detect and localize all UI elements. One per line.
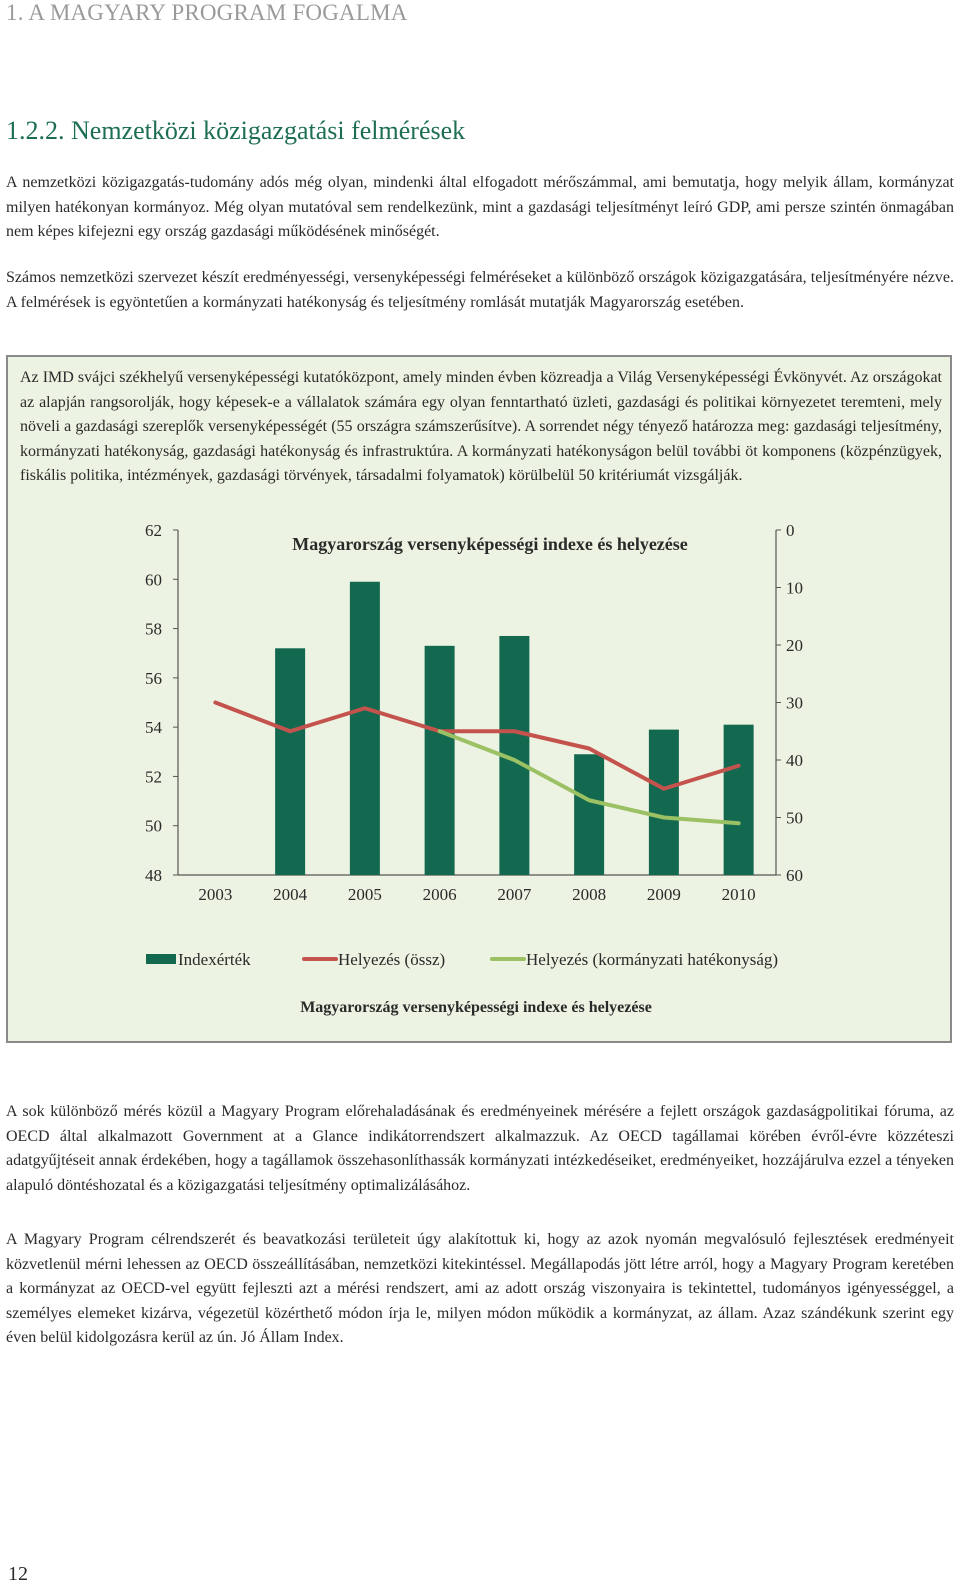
index-bar <box>574 754 604 875</box>
paragraph-intro: A nemzetközi közigazgatás-tudomány adós még olyan, mindenki által elfogadott mérőszámmal, ami bemutatja, hogy melyik állam, kormányzat milyen hatékonyan kormányoz. Még olyan mutatóval sem rendelkezünk, mint a gazdasági teljesítményt leíró GDP, ami persze szintén önmagában nem képes kifejezni egy ország gazdasági működésének minőségét. <box>6 174 954 240</box>
legend-index-swatch <box>146 954 176 964</box>
left-tick-label: 50 <box>145 816 162 836</box>
index-bar <box>724 725 754 875</box>
legend-rank-gov-label: Helyezés (kormányzati hatékonyság) <box>526 950 779 969</box>
chart-caption: Magyarország versenyképességi indexe és helyezése <box>300 999 652 1016</box>
right-tick-label: 30 <box>786 693 803 713</box>
left-tick-label: 58 <box>145 619 162 639</box>
x-tick-label: 2006 <box>422 885 457 904</box>
right-tick-label: 60 <box>786 866 803 885</box>
right-tick-label: 20 <box>786 636 803 655</box>
index-bar <box>350 582 380 875</box>
legend-rank-total-label: Helyezés (össz) <box>338 950 446 969</box>
paragraph-surveys: Számos nemzetközi szervezet készít eredményességi, versenyképességi felméréseket a különböző országok közigazgatására, teljesítményére nézve. A felmérések is egyöntetűen a kormányzati hatékonyság és teljesítmény romlását mutatják Magyarország esetében. <box>6 269 954 311</box>
x-tick-label: 2005 <box>347 885 382 904</box>
paragraph-oecd: A sok különböző mérés közül a Magyary Program előrehaladásának és eredményeinek mérésére a fejlett országok gazdaságpolitikai fóruma, az OECD által alkalmazott Government at a Glance indikátorrendszert alkalmazzuk. Az OECD tagállamai körében évről-évre közzéteszi adatgyűjtéseit annak érdekében, hogy a tagállamok összehasonlíthassák kormányzati intézkedéseiket, eredményeiket, hozzájárulva ezzel a tényeken alapuló döntéshozatal és a közigazgatási teljesítmény optimalizálásához. <box>6 1103 954 1194</box>
x-tick-label: 2007 <box>497 885 532 904</box>
right-tick-label: 10 <box>786 578 803 598</box>
paragraph-magyary: A Magyary Program célrendszerét és beavatkozási területeit úgy alakítottuk ki, hogy az azok nyomán megvalósuló fejlesztések eredményeit közvetlenül mérni lehessen az OECD összeállításában, nemzetközi kitekintéssel. Megállapodás jött létre arról, hogy a Magyary Program keretében a kormányzat az OECD-vel együtt fejleszti azt a mérési rendszert, ami az adott ország viszonyaira is tekintettel, tudományos igényességgel, a személyes elemeket kizárva, végezetül közérthető módon írja le, milyen módon működik a kormányzat, az állam. Azaz szándékunk szerint egy éven belül kidolgozásra kerül az ún. Jó Állam Index. <box>6 1231 954 1346</box>
left-tick-label: 60 <box>145 570 162 590</box>
index-bar <box>275 648 305 875</box>
x-tick-label: 2008 <box>572 885 607 904</box>
competitiveness-chart <box>8 357 954 1045</box>
imd-info-box <box>6 355 952 1043</box>
x-tick-label: 2010 <box>721 885 756 904</box>
right-tick-label: 40 <box>786 751 803 770</box>
left-tick-label: 54 <box>145 718 162 738</box>
x-tick-label: 2004 <box>273 885 308 904</box>
left-tick-label: 62 <box>145 521 162 540</box>
page-number: 12 <box>8 1563 28 1585</box>
running-header: 1. A MAGYARY PROGRAM FOGALMA <box>6 0 408 25</box>
right-tick-label: 0 <box>786 521 795 540</box>
right-tick-label: 50 <box>786 808 803 828</box>
left-tick-label: 48 <box>145 866 162 885</box>
legend-index-label: Indexérték <box>178 950 251 969</box>
left-tick-label: 52 <box>145 767 162 787</box>
chart-title: Magyarország versenyképességi indexe és helyezése <box>292 534 688 554</box>
index-bar <box>649 730 679 875</box>
imd-info-text: Az IMD svájci székhelyű versenyképességi kutatóközpont, amely minden évben közreadja a Világ Versenyképességi Évkönyvét. Az országokat az alapján rangsorolják, hogy képesek-e a vállalatok számára egy olyan fenntartható üzleti, gazdasági és politikai környezetet teremteni, mely növeli a gazdasági szereplők versenyképességét (55 országra számszerűsítve). A sorrendet négy tényező határozza meg: gazdasági teljesítmény, kormányzati hatékonyság, gazdasági hatékonyság és infrastruktúra. A kormányzati hatékonyságon belül további öt komponens (közpénzügyek, fiskális politika, intézmények, gazdasági törvények, társadalmi folyamatok) körülbelül 50 kritériumát vizsgálják. <box>20 369 942 484</box>
x-tick-label: 2003 <box>198 885 233 904</box>
left-tick-label: 56 <box>145 668 162 688</box>
section-title: 1.2.2. Nemzetközi közigazgatási felmérések <box>6 116 466 145</box>
x-tick-label: 2009 <box>646 885 681 904</box>
index-bar <box>425 646 455 875</box>
